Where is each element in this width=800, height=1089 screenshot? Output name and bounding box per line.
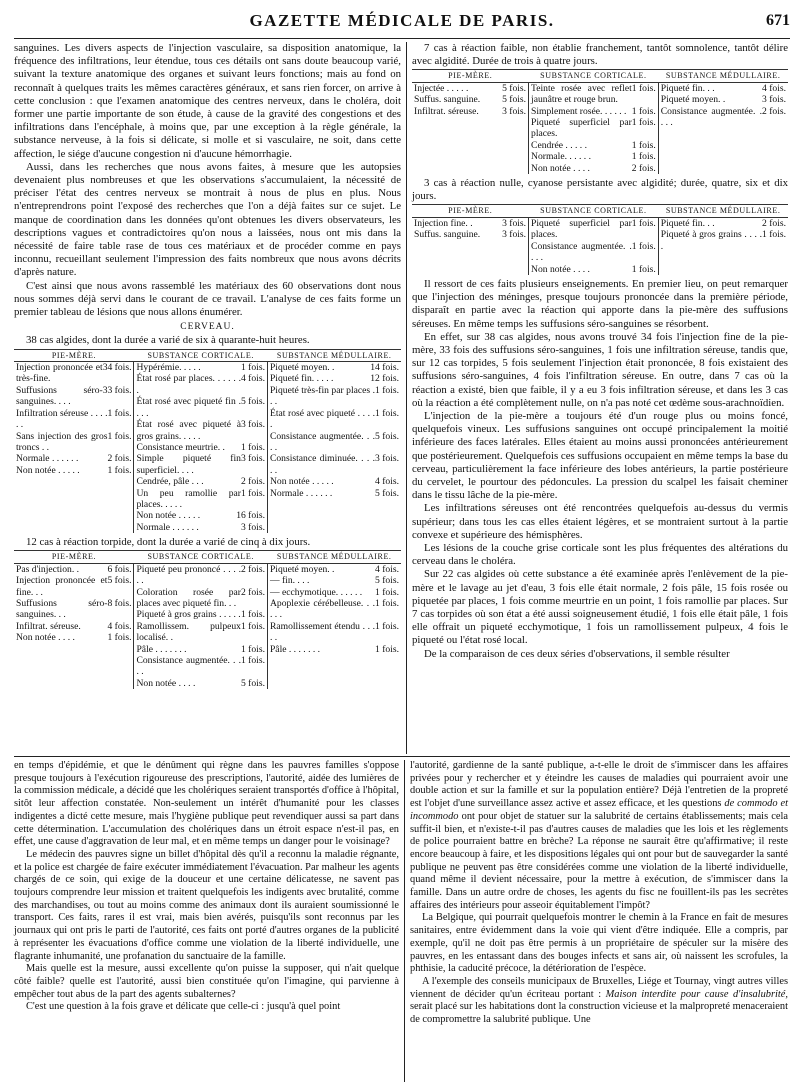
paragraph: Les lésions de la couche grise corticale sont les plus fréquentes des altérations du cerveau dans le choléra. — [412, 541, 788, 568]
paragraph: Sur 22 cas algides où cette substance a été examinée après l'enlèvement de la pie-mère et le lavage au jet d'eau, 3 fois elle était normale, 2 fois pâle, 15 fois rosée ou piquetée par places, 1 fois comme meurtrie en un point, 1 fois ramollie par places. Sur 7 cas torpides où son état a été aussi soigneusement étudié, 1 fois elle était pâle, 1 fois elle offrait un piqueté ecchymotique, 1 fois un ramollissement pulpeux, 4 fois le piqueté ou l'état rosé local. — [412, 568, 788, 647]
entry-label: Consistance meurtrie. . — [136, 441, 225, 453]
paragraph: Le médecin des pauvres signe un billet d'hôpital dès qu'il a reconnu la maladie régnante, et la police est chargée de faire exécuter immédiatement l'évacuation. Par malheur les agents chargés de ce soin, qui exige de la douceur et une certaine délicatesse, ne savent pas toujours comprendre leur mission et traitent quelquefois les indigents avec brutalité, comme des marchandises, ou tout au moins comme des animaux dont ils auraient soumissionné le transport. Ces faits, rares il est vrai, mais bien avérés, puisqu'ils sont reconnus par les journaux qui ont pris le parti de l'autorité, ces faits ont porté d'autres organes de la publicité à représenter les évacuations d'office comme une violation de la liberté individuelle, une flagrante inhumanité, une profanation du sanctuaire de la famille. — [14, 848, 399, 962]
entry-count: 2 fois. — [107, 453, 132, 465]
entry-label: État rosé avec piqueté à gros grains. . . . . — [136, 419, 241, 442]
entry-count: 1 fois. — [107, 464, 132, 476]
case-group-heading: 38 cas algides, dont la durée a varié de six à quarante-huit heures. — [26, 334, 310, 347]
entry-label: Infiltrat. séreuse. — [414, 105, 479, 117]
table-entry — [531, 218, 656, 241]
table-entry — [16, 632, 131, 643]
header-rule — [14, 38, 790, 39]
entry-count: 5 fois. — [375, 575, 399, 587]
table-entry — [16, 453, 131, 464]
table-entry — [16, 385, 131, 408]
entry-label: Hypérémie. . . . . — [136, 362, 201, 374]
entry-count: 2 fois. — [240, 476, 265, 488]
entry-label: — ecchymotique. . . . . . — [269, 586, 363, 598]
table-cell — [412, 82, 529, 174]
entry-label: Apoplexie cérébelleuse. . . . . . — [269, 598, 376, 621]
paragraph: en temps d'épidémie, et que le dénûment qui règne dans les pauvres familles s'oppose presque toujours à l'exécution rigoureuse des prescriptions, l'autorité, aidée des lumières de la commission médicale, a décidé que les cholériques seraient transportés d'office à l'hôpital, sitôt leur affection constatée. Non-seulement un intérêt d'humanité pour les classes indigentes a dicté cette mesure, mais l'hygiène publique peut revendiquer aussi sa part dans cette détermination. L'accumulation des cholériques dans un étroit espace n'est-il pas, en effet, une cause d'aggravation de leur mal, et en même temps un danger pour le voisinage? — [14, 760, 399, 848]
entry-count: 3 fois. — [502, 229, 527, 241]
table-column-header: SUBSTANCE MÉDULLAIRE. — [658, 70, 788, 82]
table-entry — [16, 621, 131, 632]
entry-count: 12 fois. — [370, 373, 399, 385]
entry-count: 1 fois. — [240, 362, 265, 374]
entry-count: 4 fois. — [240, 373, 265, 385]
entry-count: 1 fois. — [631, 240, 656, 252]
section-heading-cerveau: CERVEAU. — [180, 322, 235, 333]
entry-count: 1 fois. — [631, 139, 656, 151]
table-cell — [134, 362, 268, 534]
paragraph: En effet, sur 38 cas algides, nous avons trouvé 34 fois l'injection fine de la pie-mère, 33 fois des suffusions séro-sanguines, 1 fois une infiltration séreuse, tandis que, sur 12 cas torpides, 5 fois seulement l'injection était prononcée, 8 fois existaient des suffusions séro-sanguines, 4 fois l'infiltration séreuse. En outre, dans 7 cas où la réaction a existé, bien que faible, il y a eu 3 fois infiltration séreuse, et dans les 3 cas où la réaction a été complètement nulle, on n'a pas noté cet œdème sous-arachnoïdien. — [412, 330, 788, 409]
paragraph: L'injection de la pie-mère a toujours été d'un rouge plus ou moins foncé, quelquefois vineux. Les suffusions sanguines ont occupé principalement la moitié inférieure des faces latérales. Elles étaient au moins aussi prononcées antérieurement que postérieurement. Quelquefois ces suffusions occupaient en même temps la base du cerveau, particulièrement la face inférieure des lobes antérieurs, la partie postérieure du cervelet, le pourtour des pédoncules. La pression du scalpel les faisait cheminer dans le tissu lâche de la pie-mère. — [412, 409, 788, 502]
paragraph: sanguines. Les divers aspects de l'injection vasculaire, sa disposition anatomique, la fréquence des infiltrations, leur étendue, tous ces détails ont sans doute beaucoup varié, suivant la texture anatomique des organes et suivant leurs fonctions; mais au fond on reconnaît à quelques traits les mêmes caractères généraux, et sans rien forcer, on arrive à cette conclusion : que l'examen anatomique des centres nerveux, dans le choléra, doit former une partie importante de son étude, à cause de la gravité des congestions et des infiltrations dans l'encéphale, à moins que, par une exception à la règle générale, la substance nerveuse, à la fois si délicate, si molle et si vasculaire, ne soit, dans cette affection, le siége d'aucune congestion ni d'aucune hémorrhagie. — [14, 42, 401, 160]
entry-label: Ramollissement étendu . . . . . — [269, 620, 376, 644]
table-entry — [136, 522, 265, 533]
entry-count: 1 fois. — [631, 151, 656, 163]
entry-count: 1 fois. — [631, 105, 656, 117]
observation-table-null — [412, 204, 788, 274]
entry-label: État rosé avec piqueté . . . . . — [269, 407, 376, 431]
entry-label: Simple piqueté fin superficiel. . . . — [136, 453, 241, 476]
table-entry — [270, 453, 399, 476]
entry-label: État rosé par places. . . . . . . — [136, 373, 241, 396]
entry-label: Piqueté très-fin par places . . . — [269, 384, 376, 408]
entry-label: Piqueté moyen. . — [660, 94, 726, 106]
paragraph: Mais quelle est la mesure, aussi excellente qu'on puisse la supposer, qui n'ait quelque côté faible? quelle est l'autorité, aussi bien constituée qu'on l'imagine, qui parvienne à empêcher tout abus de la part des agents subalternes? — [14, 963, 399, 1000]
entry-count: 4 fois. — [375, 476, 399, 488]
entry-count: 4 fois. — [375, 563, 399, 575]
table-column-header: PIE-MÈRE. — [412, 70, 529, 82]
entry-label: Consistance augmentée. . . . . — [136, 655, 241, 678]
table-entry — [16, 431, 131, 454]
table-entry — [136, 644, 265, 655]
entry-label: Cendrée . . . . . — [531, 139, 587, 151]
entry-label: Suffus. sanguine. — [414, 94, 481, 106]
table-cell — [412, 217, 529, 275]
table-entry — [414, 229, 526, 240]
entry-count: 3 fois. — [762, 94, 786, 106]
case-group-heading: 12 cas à réaction torpide, dont la durée a varié de cinq à dix jours. — [26, 536, 311, 549]
entry-count: 1 fois. — [631, 217, 656, 229]
entry-count: 1 fois. — [107, 632, 132, 644]
entry-label: État rosé avec piqueté fin . . . . — [136, 396, 241, 419]
entry-label: Infiltration séreuse . . . . . . — [16, 407, 108, 431]
table-entry — [531, 117, 656, 140]
entry-count: 8 fois. — [107, 598, 132, 609]
table-entry — [414, 94, 526, 105]
table-entry — [270, 575, 399, 586]
entry-label: Normale . . . . . . — [269, 487, 333, 499]
table-entry — [16, 598, 131, 621]
table-column-header: SUBSTANCE CORTICALE. — [529, 70, 659, 82]
table-column-header: PIE-MÈRE. — [14, 551, 134, 563]
entry-label: Pâle . . . . . . . — [136, 643, 187, 655]
table-cell — [267, 563, 401, 689]
entry-label: Non notée . . . . — [16, 632, 75, 644]
entry-count: 1 fois. — [240, 441, 265, 453]
table-entry — [531, 140, 656, 151]
entry-count: 2 fois. — [240, 563, 265, 575]
table-entry — [270, 431, 399, 454]
entry-count: 4 fois. — [762, 82, 786, 94]
entry-count: 5 fois. — [240, 396, 265, 408]
entry-label: Injectée . . . . . — [414, 82, 469, 94]
table-entry — [270, 476, 399, 487]
observation-table-algid — [14, 349, 401, 534]
table-entry — [414, 218, 526, 229]
page-header — [14, 6, 790, 36]
entry-count: 34 fois. — [102, 362, 132, 374]
entry-label: Piqueté peu prononcé . . . . . . — [136, 563, 241, 587]
table-entry — [136, 678, 265, 689]
entry-label: Pâle . . . . . . . — [269, 643, 321, 655]
entry-label: Piqueté fin. . . — [660, 217, 715, 229]
entry-count: 1 fois. — [375, 384, 399, 396]
table-column-header: SUBSTANCE CORTICALE. — [529, 205, 659, 217]
table-column-header: SUBSTANCE MÉDULLAIRE. — [267, 551, 401, 563]
entry-count: 1 fois. — [107, 430, 132, 442]
entry-count: 2 fois. — [762, 217, 786, 229]
table-entry — [136, 442, 265, 453]
paragraph: De la comparaison de ces deux séries d'observations, il semble résulter — [424, 647, 730, 660]
journal-title: GAZETTE MÉDICALE DE PARIS. — [249, 11, 555, 30]
entry-label: Piqueté fin. . . — [660, 82, 715, 94]
table-entry — [414, 83, 526, 94]
entry-label: Piqueté fin. . . . . — [269, 373, 334, 385]
entry-label: Normale. . . . . . — [531, 151, 591, 163]
table-entry — [531, 163, 656, 174]
entry-label: Non notée . . . . . — [269, 476, 334, 488]
table-entry — [661, 218, 786, 229]
entry-count: 2 fois. — [240, 586, 265, 598]
table-cell — [134, 563, 268, 689]
entry-label: Piqueté moyen. . — [269, 362, 335, 374]
table-column-header: SUBSTANCE MÉDULLAIRE. — [267, 349, 401, 361]
table-entry — [136, 373, 265, 396]
entry-label: Piqueté moyen. . — [269, 563, 335, 575]
table-cell — [658, 82, 788, 174]
entry-count: 1 fois. — [375, 643, 399, 655]
table-entry — [270, 362, 399, 373]
feuilleton-right — [410, 760, 788, 1027]
entry-count: 1 fois. — [240, 620, 265, 632]
entry-label: Non notée . . . . — [136, 677, 196, 689]
entry-label: Non notée . . . . — [531, 263, 590, 275]
table-entry — [136, 419, 265, 442]
paragraph: Les infiltrations séreuses ont été rencontrées quelquefois au-dessus du vermis supérieur; dans tous les cas elles étaient légères, et se montraient surtout à la partie convexe et supérieure des hémisphères. — [412, 502, 788, 541]
table-entry — [661, 94, 786, 105]
table-column-header: PIE-MÈRE. — [14, 349, 134, 361]
table-entry — [16, 564, 131, 575]
entry-count: 1 fois. — [240, 487, 265, 499]
table-cell — [529, 217, 659, 275]
table-entry — [270, 598, 399, 621]
table-cell — [267, 362, 401, 534]
right-column — [412, 42, 788, 661]
table-entry — [270, 587, 399, 598]
entry-count: 1 fois. — [240, 655, 265, 667]
entry-count: 3 fois. — [502, 105, 527, 117]
entry-count: 1 fois. — [631, 263, 656, 275]
table-entry — [16, 362, 131, 385]
entry-label: Suffusions séro-sanguines. . . . — [16, 384, 103, 408]
entry-label: Un peu ramollie par places. . . . . — [136, 487, 241, 510]
entry-label: Normale . . . . . . — [136, 521, 199, 533]
paragraph: l'autorité, gardienne de la santé publique, a-t-elle le droit de s'immiscer dans les affaires privées pour y rechercher et y éteindre les causes de maladies qui pourraient avoir une double action et sur la famille et sur la population entière? Déjà l'entretien de la propreté est l'objet d'une surveillance assez active et assez efficace, et les questions de commodo et incommodo ont pour objet de statuer sur la salubrité de certains établissements; mais cela suffit-il bien, et n'existe-t-il pas d'autres causes de maladies que les lois et les règlements de police pourraient battre en brèche? La réponse ne saurait être qu'affirmative; il reste encore beaucoup à faire, et les dispositions légales qui ont pour but de sauvegarder la santé publique ne peuvent pas être considérées comme une violation de la liberté individuelle, quand même il devient nécessaire, pour la mettre à exécution, de s'immiscer dans la famille. Dans un autre ordre de choses, les agents du fisc ne fouillent-ils pas les secrètes affaires des intérieurs pour asseoir équitablement l'impôt? — [410, 760, 788, 911]
table-entry — [270, 621, 399, 644]
entry-count: 5 fois. — [375, 487, 399, 499]
entry-count: 33 fois. — [102, 384, 132, 396]
paragraph: C'est ainsi que nous avons rassemblé les matériaux des 60 observations dont nous nous sommes déjà servi dans le courant de ce travail. L'analyse de ces faits forme un premier tableau de lésions que nous allons énumérer. — [14, 279, 401, 319]
feuilleton-rule — [14, 756, 790, 757]
entry-label: Teinte rosée avec reflet jaunâtre et rouge brun. — [531, 82, 632, 106]
table-column-header: SUBSTANCE MÉDULLAIRE. — [658, 205, 788, 217]
case-group-heading: 3 cas à réaction nulle, cyanose persistante avec algidité; durée, quatre, six et dix jours. — [412, 177, 788, 203]
table-entry — [136, 587, 265, 610]
entry-label: Suffus. sanguine. — [414, 229, 481, 241]
table-entry — [136, 655, 265, 678]
table-entry — [136, 362, 265, 373]
entry-label: Injection prononcée et fine. . . — [16, 575, 108, 598]
entry-label: Cendrée, pâle . . . — [136, 476, 204, 488]
entry-label: Non notée . . . . . — [16, 464, 80, 476]
entry-label: Consistance augmentée. . . . . — [531, 240, 632, 264]
table-entry — [16, 408, 131, 431]
table-entry — [270, 488, 399, 499]
feuilleton-left — [14, 760, 399, 1014]
entry-count: 4 fois. — [107, 620, 132, 632]
entry-count: 3 fois. — [375, 453, 399, 465]
entry-label: — fin. . . . — [269, 575, 310, 587]
column-rule — [406, 42, 407, 754]
entry-count: 2 fois. — [631, 162, 656, 174]
table-column-header: SUBSTANCE CORTICALE. — [134, 551, 268, 563]
entry-label: Sans injection des gros troncs . . — [16, 430, 108, 453]
page-number: 671 — [766, 12, 790, 29]
table-entry — [16, 465, 131, 476]
entry-label: Pas d'injection. . — [16, 563, 80, 575]
entry-count: 2 fois. — [762, 105, 786, 117]
entry-label: Coloration rosée par places avec piqueté fin. . . — [136, 586, 241, 609]
table-entry — [136, 396, 265, 419]
observation-table-torpid — [14, 550, 401, 689]
entry-count: 5 fois. — [107, 575, 132, 587]
entry-count: 3 fois. — [240, 453, 265, 465]
table-entry — [661, 106, 786, 129]
table-entry — [136, 564, 265, 587]
entry-count: 3 fois. — [502, 217, 527, 229]
entry-count: 1 fois. — [107, 407, 132, 419]
table-entry — [531, 83, 656, 106]
entry-label: Normale . . . . . . — [16, 453, 79, 465]
table-cell — [14, 362, 134, 534]
entry-label: Piqueté superficiel par places. — [531, 117, 632, 140]
table-entry — [531, 241, 656, 264]
entry-label: Consistance augmentée. . . . . — [269, 430, 376, 453]
table-entry — [531, 264, 656, 275]
entry-count: 1 fois. — [375, 598, 399, 609]
entry-count: 1 fois. — [762, 229, 786, 241]
entry-count: 14 fois. — [370, 362, 399, 374]
table-cell — [529, 82, 659, 174]
entry-label: Infiltrat. séreuse. — [16, 620, 81, 632]
table-entry — [661, 229, 786, 252]
table-entry — [414, 106, 526, 117]
table-entry — [136, 453, 265, 476]
entry-count: 5 fois. — [375, 430, 399, 442]
paragraph: A l'exemple des conseils municipaux de Bruxelles, Liége et Tournay, vingt autres villes viennent de décider qu'un écriteau portant : Maison interdite pour cause d'insalubrité, serait placé sur les habitations dont la construction vicieuse et la malpropreté menaceraient de compromettre la salubrité publique. Une — [410, 975, 788, 1026]
entry-count: 1 fois. — [240, 643, 265, 655]
entry-label: Injection prononcée et très-fine. — [16, 362, 103, 385]
entry-count: 3 fois. — [240, 419, 265, 431]
entry-label: Non notée . . . . — [531, 162, 590, 174]
table-cell — [658, 217, 788, 275]
entry-label: Simplement rosée. . . . . . — [531, 105, 627, 117]
table-entry — [136, 621, 265, 644]
entry-count: 1 fois. — [240, 609, 265, 621]
entry-count: 5 fois. — [502, 82, 527, 94]
table-entry — [270, 385, 399, 408]
entry-count: 3 fois. — [240, 521, 265, 533]
entry-count: 1 fois. — [375, 620, 399, 632]
entry-count: 1 fois. — [375, 407, 399, 419]
entry-count: 6 fois. — [107, 563, 132, 575]
entry-label: Piqueté superficiel par places. — [531, 217, 632, 241]
entry-label: Consistance diminuée. . . . . . — [269, 453, 376, 476]
paragraph: La Belgique, qui pourrait quelquefois montrer le chemin à la France en fait de mesures sanitaires, entre évidemment dans la voie qui vient d'être indiquée. Elle a compris, par exemple, qu'il ne doit pas être permis à un propriétaire de spéculer sur la misère des pauvres, en les entassant dans des bouges infects et sans air, où naissent les scrofules, la phthisie, la caducité précoce, la détérioration de l'espèce. — [410, 912, 788, 975]
paragraph: C'est une question à la fois grave et délicate que celle-ci : jusqu'à quel point — [26, 1001, 341, 1013]
table-entry — [270, 644, 399, 655]
table-entry — [136, 510, 265, 521]
table-entry — [136, 609, 265, 620]
table-entry — [136, 488, 265, 511]
table-cell — [14, 563, 134, 689]
table-entry — [270, 373, 399, 384]
entry-count: 1 fois. — [631, 117, 656, 129]
table-entry — [270, 408, 399, 431]
table-entry — [661, 83, 786, 94]
entry-label: Suffusions séro-sanguines. . . — [16, 598, 108, 621]
entry-label: Piqueté à gros grains . . . . . — [660, 229, 763, 252]
entry-count: 16 fois. — [236, 510, 265, 522]
case-group-heading: 7 cas à réaction faible, non établie franchement, tantôt somnolence, tantôt délire avec algidité. Durée de trois à quatre jours. — [412, 42, 788, 68]
table-entry — [270, 564, 399, 575]
table-entry — [531, 106, 656, 117]
entry-label: Ramollissem. pulpeux localisé. . — [136, 620, 241, 644]
column-rule — [404, 760, 405, 1082]
table-entry — [136, 476, 265, 487]
table-entry — [531, 151, 656, 162]
entry-label: Non notée . . . . . — [136, 510, 201, 522]
entry-count: 1 fois. — [375, 586, 399, 598]
left-column — [14, 42, 401, 692]
table-column-header: SUBSTANCE CORTICALE. — [134, 349, 268, 361]
entry-count: 5 fois. — [240, 677, 265, 689]
observation-table-weak — [412, 69, 788, 174]
table-column-header: PIE-MÈRE. — [412, 205, 529, 217]
table-entry — [16, 575, 131, 598]
entry-label: Consistance augmentée. . . . . — [660, 105, 763, 129]
entry-label: Injection fine. . — [414, 217, 473, 229]
entry-count: 1 fois. — [631, 82, 656, 94]
entry-label: Piqueté à gros grains . . . . . — [136, 609, 241, 621]
entry-count: 5 fois. — [502, 94, 527, 106]
paragraph: Il ressort de ces faits plusieurs enseignements. En premier lieu, on peut remarquer que l'injection des méninges, presque toujours prononcée dans la première période, disparaît en partie avec la réaction qui apporte dans la pie-mère des suffusions séreuses. En même temps les suffusions séro-sanguines se résorbent. — [412, 277, 788, 330]
paragraph: Aussi, dans les recherches que nous avons faites, à mesure que les autopsies devenaient plus nombreuses et que les observations s'accumulaient, la nécessité de préciser l'état des centres nerveux se montrait à nous de plus en plus. Nous n'entreprendrons point l'exposé des recherches que l'on a déjà faites sur ce sujet. Le manque de coordination dans les données qu'ont obtenues les divers observateurs, les descriptions vagues et contradictoires qu'on nous a laissées, nous ont mis dans la nécessité de faire table rase de tous ces matériaux et de procéder comme en pays inconnu, recueillant seulement l'impression des faits nombreux que nous avons décrits d'après nature. — [14, 160, 401, 279]
